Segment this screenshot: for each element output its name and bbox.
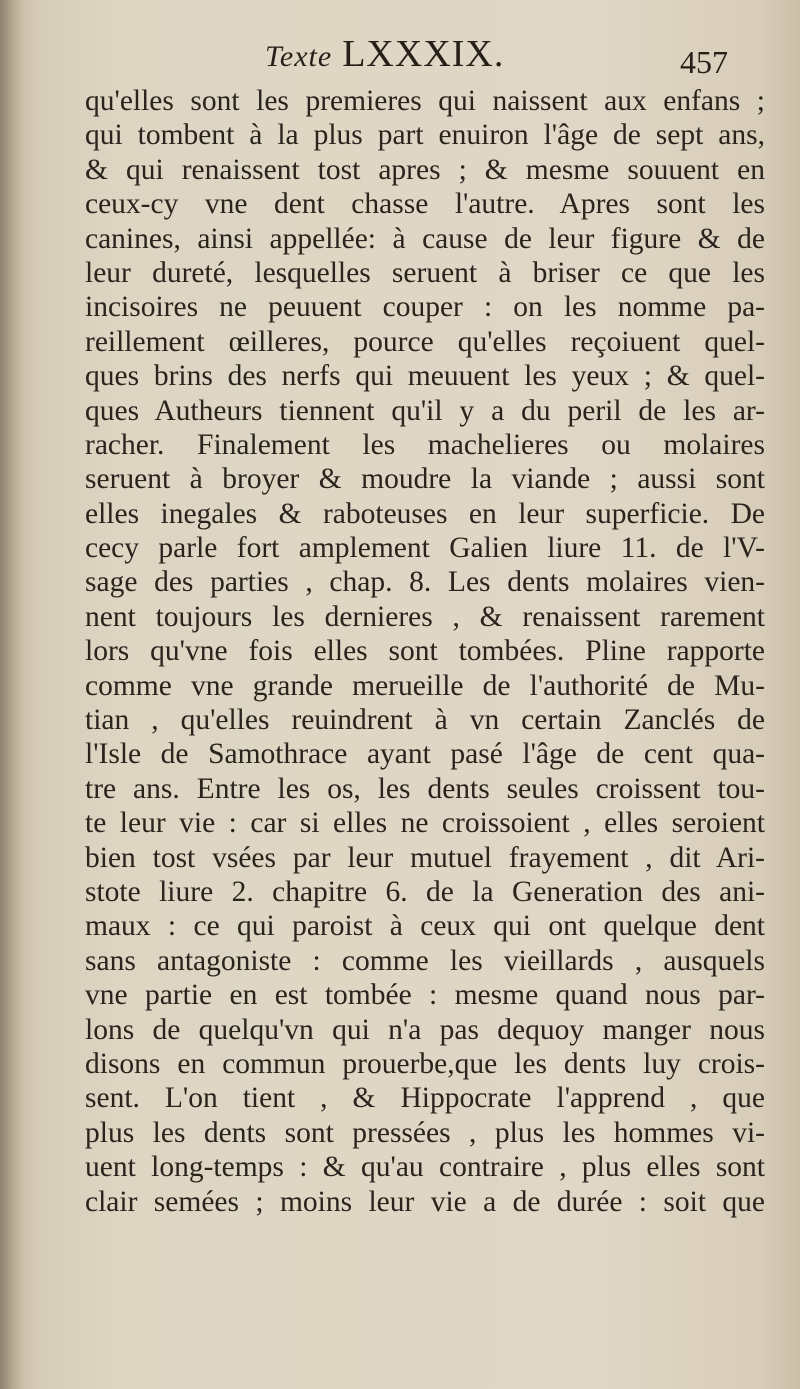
text-line: disons en commun prouerbe,que les dents luy crois-: [85, 1047, 765, 1080]
text-line: bien tost vsées par leur mutuel frayement , dit Ari-: [85, 841, 765, 874]
text-line: elles inegales & raboteuses en leur superficie. De: [85, 497, 765, 530]
page-number: 457: [680, 44, 728, 80]
text-line: cecy parle fort amplement Galien liure 11. de l'V-: [85, 532, 765, 565]
text-line: comme vne grande merueille de l'authorité de Mu-: [85, 669, 765, 702]
text-line: vne partie en est tombée : mesme quand nous par-: [85, 979, 765, 1012]
text-line: l'Isle de Samothrace ayant pasé l'âge de cent qua-: [85, 738, 765, 771]
text-line: reillement œilleres, pource qu'elles reçoiuent quel-: [85, 325, 765, 358]
text-line: ques Autheurs tiennent qu'il y a du peril de les ar-: [85, 394, 765, 427]
body-text: [85, 84, 765, 1219]
text-line: ceux-cy vne dent chasse l'autre. Apres sont les: [85, 188, 765, 221]
text-line: canines, ainsi appellée: à cause de leur figure & de: [85, 222, 765, 255]
text-line: clair semées ; moins leur vie a de durée : soit que: [85, 1185, 765, 1218]
running-title: [265, 32, 504, 76]
page-header: [0, 30, 800, 80]
text-line: sage des parties , chap. 8. Les dents molaires vien-: [85, 566, 765, 599]
text-line: seruent à broyer & moudre la viande ; aussi sont: [85, 463, 765, 496]
text-line: ques brins des nerfs qui meuuent les yeux ; & quel-: [85, 360, 765, 393]
text-line: leur dureté, lesquelles seruent à briser ce que les: [85, 256, 765, 289]
text-line: maux : ce qui paroist à ceux qui ont quelque dent: [85, 910, 765, 943]
running-title-numeral: LXXXIX.: [342, 33, 505, 75]
text-line: racher. Finalement les machelieres ou molaires: [85, 428, 765, 461]
text-line: nent toujours les dernieres , & renaissent rarement: [85, 600, 765, 633]
text-line: qu'elles sont les premieres qui naissent aux enfans ;: [85, 85, 765, 117]
text-line: stote liure 2. chapitre 6. de la Generation des ani-: [85, 875, 765, 908]
page-gutter-shadow: [0, 0, 22, 1389]
text-line: & qui renaissent tost apres ; & mesme souuent en: [85, 153, 765, 186]
text-line: uent long-temps : & qu'au contraire , plus elles sont: [85, 1151, 765, 1184]
text-line: plus les dents sont pressées , plus les hommes vi-: [85, 1116, 765, 1149]
text-line: lons de quelqu'vn qui n'a pas dequoy manger nous: [85, 1013, 765, 1046]
text-line: sent. L'on tient , & Hippocrate l'apprend , que: [85, 1082, 765, 1115]
text-line: tre ans. Entre les os, les dents seules croissent tou-: [85, 772, 765, 805]
text-line: incisoires ne peuuent couper : on les nomme pa-: [85, 291, 765, 324]
text-line: lors qu'vne fois elles sont tombées. Pline rapporte: [85, 635, 765, 668]
text-line: tian , qu'elles reuindrent à vn certain Zanclés de: [85, 704, 765, 737]
text-line: te leur vie : car si elles ne croissoient , elles seroient: [85, 807, 765, 840]
running-title-italic: Texte: [265, 40, 333, 73]
text-line: qui tombent à la plus part enuiron l'âge de sept ans,: [85, 119, 765, 152]
text-line: sans antagoniste : comme les vieillards , ausquels: [85, 944, 765, 977]
